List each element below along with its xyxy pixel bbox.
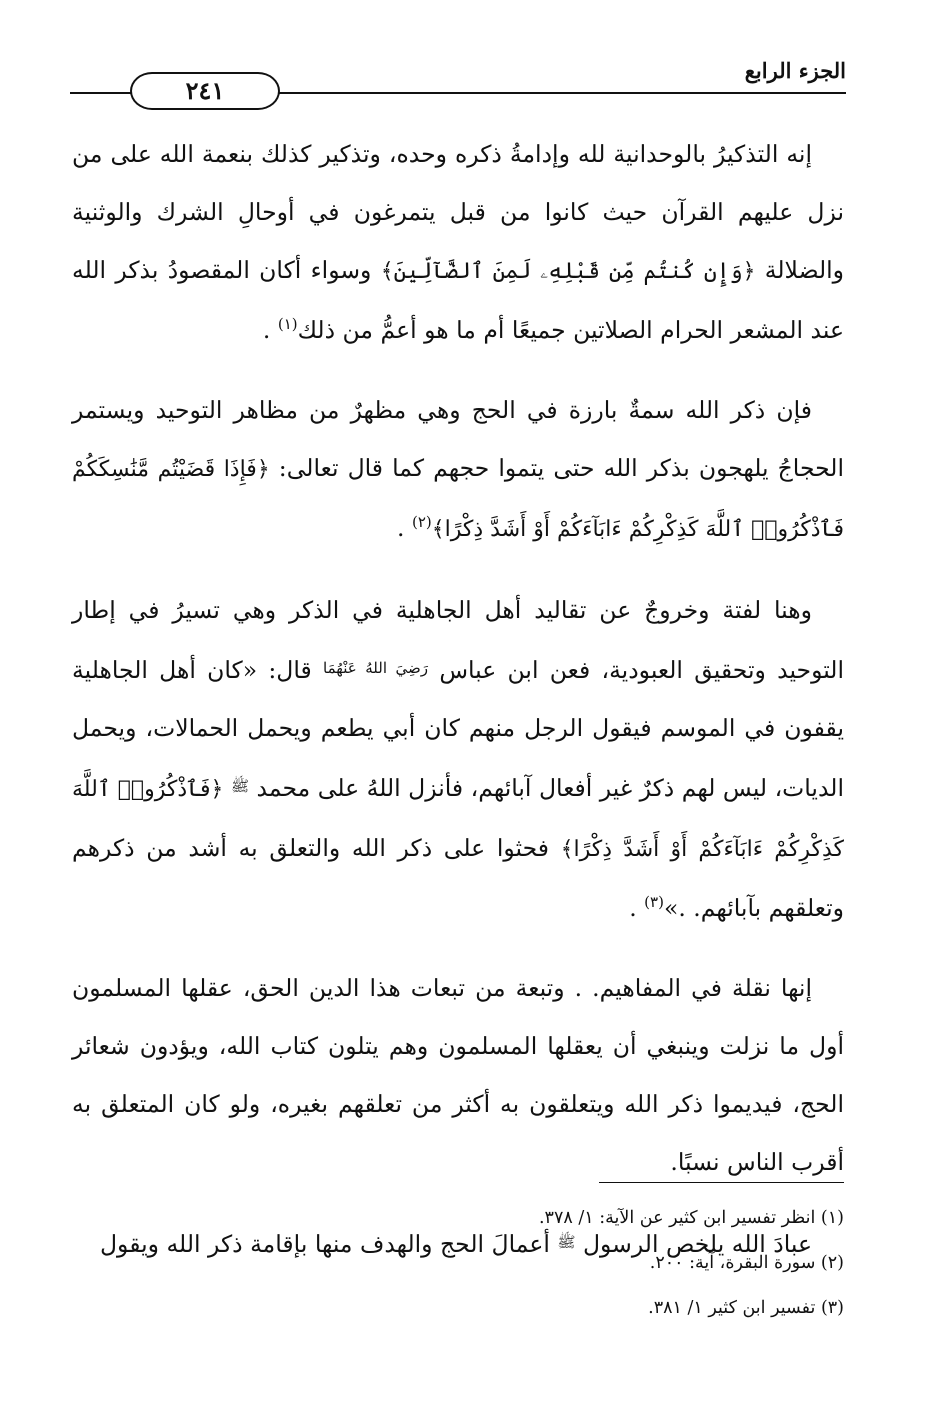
- text-segment: إنها نقلة في المفاهيم. . وتبعة من تبعات هذا الدين الحق، عقلها المسلمون أول ما نزلت وينبغي أن يعقلها المسلمون وهم يتلون كتاب الله، ويؤدون شعائر الحج، فيديموا ذكر الله ويتعلقون به أكثر من تعلقهم بغيره، ولو كان المتعلق به أقرب الناس نسبًا.: [72, 974, 844, 1176]
- paragraph-4: [72, 959, 844, 1191]
- page-number: ٢٤١: [130, 72, 280, 110]
- text-segment: وسواء أكان المقصودُ بذكر الله عند المشعر الحرام الصلاتين جميعًا أم ما هو أعمُّ من ذلك: [72, 256, 844, 344]
- text-segment: [223, 774, 231, 802]
- footnote-ref-3[interactable]: (٣): [644, 893, 664, 911]
- honorific-glyph: رَضِيَ اللهُ عَنْهُمَا: [323, 659, 429, 677]
- honorific-glyph: ﷺ: [230, 777, 250, 795]
- honorific-glyph: ﷺ: [557, 1233, 576, 1251]
- footnote-1: (١) انظر تفسير ابن كثير عن الآية: ١/ ٣٧٨.: [538, 1208, 844, 1228]
- footnote-3: (٣) تفسير ابن كثير ١/ ٣٨١.: [648, 1298, 844, 1318]
- text-segment: .: [629, 894, 645, 922]
- text-segment: إنه التذكيرُ بالوحدانية لله وإدامةُ ذكره وحده، وتذكير كذلك بنعمة الله على من نزل عليهم القرآن حيث كانوا من قبل يتمرغون في أوحالِ الشرك والوثنية والضلالة: [72, 140, 844, 284]
- paragraph-1: [72, 125, 844, 359]
- text-segment: وهنا لفتة وخروجٌ عن تقاليد أهل الجاهلية في الذكر وهي تسيرُ في إطار التوحيد وتحقيق العبودية، فعن ابن عباس: [72, 596, 844, 684]
- quran-verse: ﴿فَٱذْكُرُوا۟ ٱللَّهَ كَذِكْرِكُمْ ءَابَآءَكُمْ أَوْ أَشَدَّ ذِكْرًا﴾: [72, 777, 844, 862]
- text-segment: .: [397, 514, 412, 542]
- footnote-2: (٢) سورة البقرة، آية: ٢٠٠.: [649, 1253, 844, 1273]
- text-segment: .: [262, 316, 278, 344]
- paragraph-3: [72, 581, 844, 937]
- text-segment: فإن ذكر الله سمةٌ بارزة في الحج وهي مظهرٌ من مظاهر التوحيد ويستمر الحجاجُ يلهجون بذكر الله حتى يتموا حجهم كما قال تعالى:: [72, 396, 844, 482]
- text-segment: أعمالَ الحج والهدف منها بإقامة ذكر الله ويقول: [99, 1230, 558, 1258]
- page-header: [70, 52, 846, 105]
- footnote-ref-2[interactable]: (٢): [412, 513, 432, 531]
- quran-verse: ﴿وَإِن كُنتُم مِّن قَبْلِهِۦ لَمِنَ ٱلضَّآلِّينَ﴾: [380, 259, 756, 284]
- text-segment: قال: «كان أهل الجاهلية يقفون في الموسم فيقول الرجل منهم كان أبي يطعم ويحمل الحمالات، ويحمل الديات، ليس لهم ذكرٌ غير أفعال آبائهم، فأنزل اللهُ على محمد: [72, 656, 844, 802]
- body-text: [72, 125, 844, 1295]
- chapter-title: الجزء الرابع: [744, 58, 846, 83]
- footnotes: [72, 1196, 844, 1331]
- footnote-separator: [599, 1182, 844, 1183]
- text-segment: فحثوا على ذكر الله والتعلق به أشد من ذكرهم وتعلقهم بآبائهم. .»: [72, 834, 844, 922]
- paragraph-2: [72, 381, 844, 559]
- text-segment: عبادَ الله يلخص الرسول: [575, 1230, 812, 1258]
- quran-verse: ﴿فَإِذَا قَضَيْتُم مَّنَٰسِكَكُمْ فَٱذْكُرُوا۟ ٱللَّهَ كَذِكْرِكُمْ ءَابَآءَكُمْ أَوْ أَشَدَّ ذِكْرًا﴾: [72, 457, 844, 542]
- footnote-ref-1[interactable]: (١): [277, 315, 298, 333]
